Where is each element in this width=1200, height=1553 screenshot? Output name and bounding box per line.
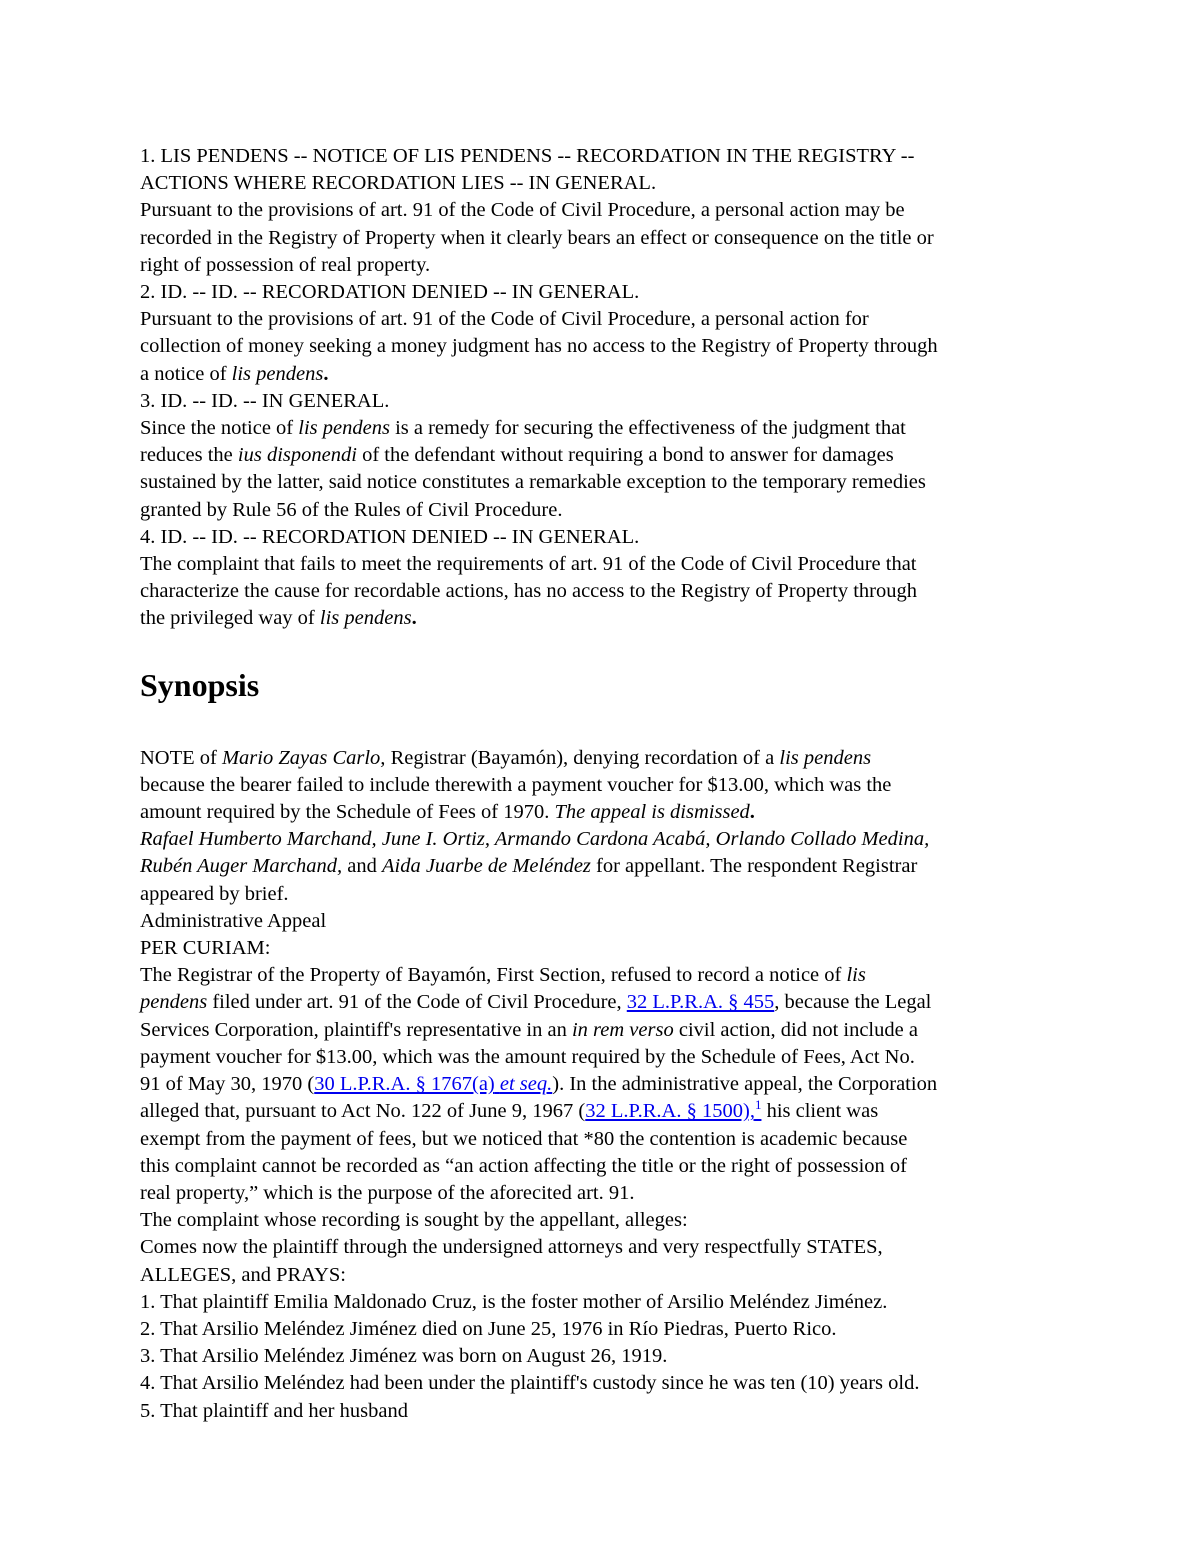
- counsel-names: Rafael Humberto Marchand, June I. Ortiz, Armando Cardona Acabá, Orlando Collado Medina,: [140, 828, 930, 851]
- opinion-text: 91 of May 30, 1970 (30 L.P.R.A. § 1767(a) et seq.). In the administrative appeal, the Corporation: [140, 1073, 938, 1096]
- headnote-3-text: Since the notice of lis pendens is a remedy for securing the effectiveness of the judgment that: [140, 417, 906, 440]
- synopsis-text: because the bearer failed to include therewith a payment voucher for $13.00, which was the: [140, 773, 892, 796]
- headnote-3-text: reduces the ius disponendi of the defendant without requiring a bond to answer for damages: [140, 444, 894, 467]
- opinion-text: pendens filed under art. 91 of the Code of Civil Procedure, 32 L.P.R.A. § 455, because the Legal: [140, 991, 932, 1014]
- complaint-item-2: 2. That Arsilio Meléndez Jiménez died on June 25, 1976 in Río Piedras, Puerto Rico.: [140, 1317, 837, 1340]
- opinion-text: real property,” which is the purpose of the aforecited art. 91.: [140, 1181, 635, 1204]
- synopsis-text: NOTE of Mario Zayas Carlo, Registrar (Bayamón), denying recordation of a lis pendens: [140, 746, 872, 769]
- headnote-4-title: 4. ID. -- ID. -- RECORDATION DENIED -- IN GENERAL.: [140, 525, 640, 548]
- synopsis-text: appeared by brief.: [140, 882, 289, 905]
- opinion-text: this complaint cannot be recorded as “an action affecting the title or the right of possession of: [140, 1154, 907, 1177]
- citation-link-30-lpra-1767[interactable]: 30 L.P.R.A. § 1767(a) et seq.: [314, 1073, 553, 1096]
- headnote-1-title: 1. LIS PENDENS -- NOTICE OF LIS PENDENS -- RECORDATION IN THE REGISTRY --: [140, 145, 915, 167]
- headnote-3-text: granted by Rule 56 of the Rules of Civil Procedure.: [140, 498, 563, 521]
- complaint-text: Comes now the plaintiff through the undersigned attorneys and very respectfully STATES,: [140, 1236, 883, 1259]
- headnote-2-text: collection of money seeking a money judgment has no access to the Registry of Property through: [140, 335, 938, 358]
- opinion-text: Services Corporation, plaintiff's representative in an in rem verso civil action, did not include a: [140, 1018, 918, 1041]
- opinion-text: alleged that, pursuant to Act No. 122 of June 9, 1967 (32 L.P.R.A. § 1500),$^1$ his client was: [140, 1097, 879, 1123]
- complaint-item-1: 1. That plaintiff Emilia Maldonado Cruz, is the foster mother of Arsilio Meléndez Jiménez.: [140, 1290, 888, 1313]
- synopsis-section: [140, 745, 1065, 963]
- opinion-text: The complaint whose recording is sought by the appellant, alleges:: [140, 1209, 688, 1232]
- opinion-section: [140, 962, 1065, 1424]
- footnote-link-1[interactable]: 1: [754, 1097, 762, 1113]
- synopsis-text: amount required by the Schedule of Fees of 1970. The appeal is dismissed.: [140, 801, 755, 824]
- synopsis-heading: Synopsis: [140, 666, 260, 703]
- document-page: [140, 143, 1065, 1425]
- headnote-3-title: 3. ID. -- ID. -- IN GENERAL.: [140, 389, 390, 412]
- headnote-1-text: right of possession of real property.: [140, 253, 431, 276]
- headnote-4-text: The complaint that fails to meet the requirements of art. 91 of the Code of Civil Procedure that: [140, 553, 917, 576]
- appeal-type: Administrative Appeal: [140, 909, 327, 932]
- headnotes-section: [140, 143, 1065, 633]
- headnote-3-text: sustained by the latter, said notice constitutes a remarkable exception to the temporary remedies: [140, 471, 926, 494]
- complaint-item-3: 3. That Arsilio Meléndez Jiménez was born on August 26, 1919.: [140, 1345, 668, 1368]
- headnote-4-text: characterize the cause for recordable actions, has no access to the Registry of Property through: [140, 580, 917, 603]
- headnote-2-title: 2. ID. -- ID. -- RECORDATION DENIED -- IN GENERAL.: [140, 281, 640, 304]
- headnote-4-text: the privileged way of lis pendens.: [140, 607, 417, 630]
- opinion-text: exempt from the payment of fees, but we noticed that *80 the contention is academic because: [140, 1127, 908, 1150]
- per-curiam-label: PER CURIAM:: [140, 937, 271, 960]
- citation-link-32-lpra-1500[interactable]: 32 L.P.R.A. § 1500),: [585, 1100, 755, 1123]
- complaint-item-4: 4. That Arsilio Meléndez had been under the plaintiff's custody since he was ten (10) years old.: [140, 1372, 920, 1395]
- opinion-text: payment voucher for $13.00, which was the amount required by the Schedule of Fees, Act No.: [140, 1045, 915, 1068]
- headnote-1-text: Pursuant to the provisions of art. 91 of the Code of Civil Procedure, a personal action may be: [140, 199, 905, 222]
- opinion-text: The Registrar of the Property of Bayamón, First Section, refused to record a notice of lis: [140, 964, 866, 987]
- citation-link-32-lpra-455[interactable]: 32 L.P.R.A. § 455: [626, 991, 775, 1014]
- complaint-item-5: 5. That plaintiff and her husband: [140, 1399, 408, 1422]
- headnote-2-text: Pursuant to the provisions of art. 91 of the Code of Civil Procedure, a personal action for: [140, 308, 869, 331]
- headnote-1-text: recorded in the Registry of Property when it clearly bears an effect or consequence on the title or: [140, 226, 934, 249]
- headnote-1-title-cont: ACTIONS WHERE RECORDATION LIES -- IN GENERAL.: [140, 172, 657, 195]
- complaint-text: ALLEGES, and PRAYS:: [140, 1263, 346, 1286]
- counsel-names: Rubén Auger Marchand, and Aida Juarbe de Meléndez for appellant. The respondent Registrar: [140, 855, 918, 878]
- headnote-2-text: a notice of lis pendens.: [140, 362, 329, 385]
